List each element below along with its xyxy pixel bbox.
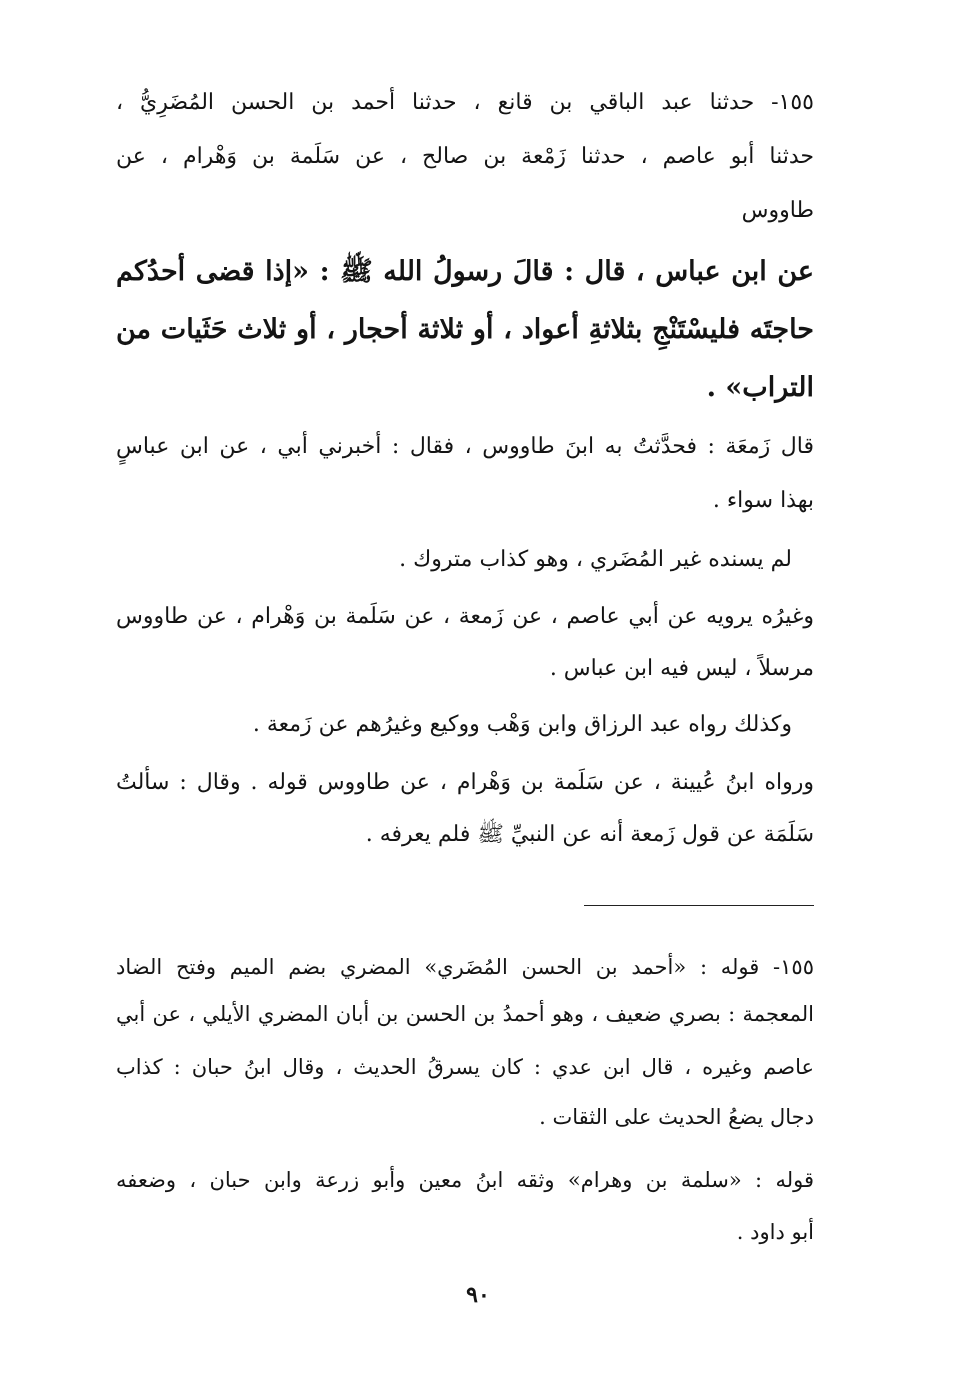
hadith-line-1: عن ابن عباس ، قال : قالَ رسولُ الله ﷺ : «إذا قضى أحدُكم — [116, 256, 814, 287]
others-line-1: وغيرُه يرويه عن أبي عاصم ، عن زَمعة ، عن سَلَمة بن وَهْرام ، عن طاووس — [116, 604, 814, 629]
others-line-2: مرسلاً ، ليس فيه ابن عباس . — [549, 656, 814, 681]
footnote-2-line-1: قوله : «سلمة بن وهرام» وثقه ابنُ معين وأبو زرعة وابن حبان ، وضعفه — [116, 1168, 814, 1192]
isnad-line-3: طاووس — [741, 198, 814, 223]
only-line-1: لم يسنده غير المُضَري ، وهو كذاب متروك . — [399, 547, 792, 572]
footnote-divider — [584, 905, 814, 906]
footnote-2-line-2: أبو داود . — [736, 1220, 814, 1244]
footnote-1-line-1: ١٥٥- قوله : «أحمد بن الحسن المُضَري» المضري بضم الميم وفتح الضاد — [116, 955, 814, 979]
likewise-line-1: وكذلك رواه عبد الرزاق وابن وَهْب ووكيع وغيرُهم عن زَمعة . — [252, 712, 792, 737]
comment-line-2: بهذا سواء . — [712, 488, 814, 513]
hadith-line-3: التراب» . — [706, 372, 814, 403]
footnote-1-line-3: عاصم وغيره ، قال ابن عدي : كان يسرقُ الحديث ، وقال ابنُ حبان : كذاب — [116, 1055, 814, 1079]
isnad-line-2: حدثنا أبو عاصم ، حدثنا زَمْعة بن صالح ، عن سَلَمة بن وَهْرام ، عن — [116, 144, 814, 169]
footnote-1-line-2: المعجمة : بصري ضعيف ، وهو أحمدُ بن الحسن بن أبان المضري الأيلي ، عن أبي — [116, 1002, 814, 1026]
comment-line-1: قال زَمعَة : فحدَّثتُ به ابنَ طاووس ، فقال : أخبرني أبي ، عن ابن عباسٍ — [116, 434, 814, 459]
isnad-line-1: ١٥٥- حدثنا عبد الباقي بن قانع ، حدثنا أحمد بن الحسن المُضَرِيُّ ، — [116, 90, 814, 115]
page-number: ٩٠ — [466, 1282, 490, 1308]
uyaynah-line-1: ورواه ابنُ عُيينة ، عن سَلَمة بن وَهْرام ، عن طاووس قوله . وقال : سألتُ — [116, 770, 814, 795]
hadith-line-2: حاجتَه فليسْتَنْجِ بثلاثةِ أعواد ، أو ثلاثة أحجار ، أو ثلاث حَثَيات من — [116, 314, 814, 345]
footnote-1-line-4: دجال يضعُ الحديث على الثقات . — [539, 1105, 814, 1129]
uyaynah-line-2: سَلَمَة عن قول زَمعة أنه عن النبيِّ ﷺ فلم يعرفه . — [365, 822, 814, 847]
